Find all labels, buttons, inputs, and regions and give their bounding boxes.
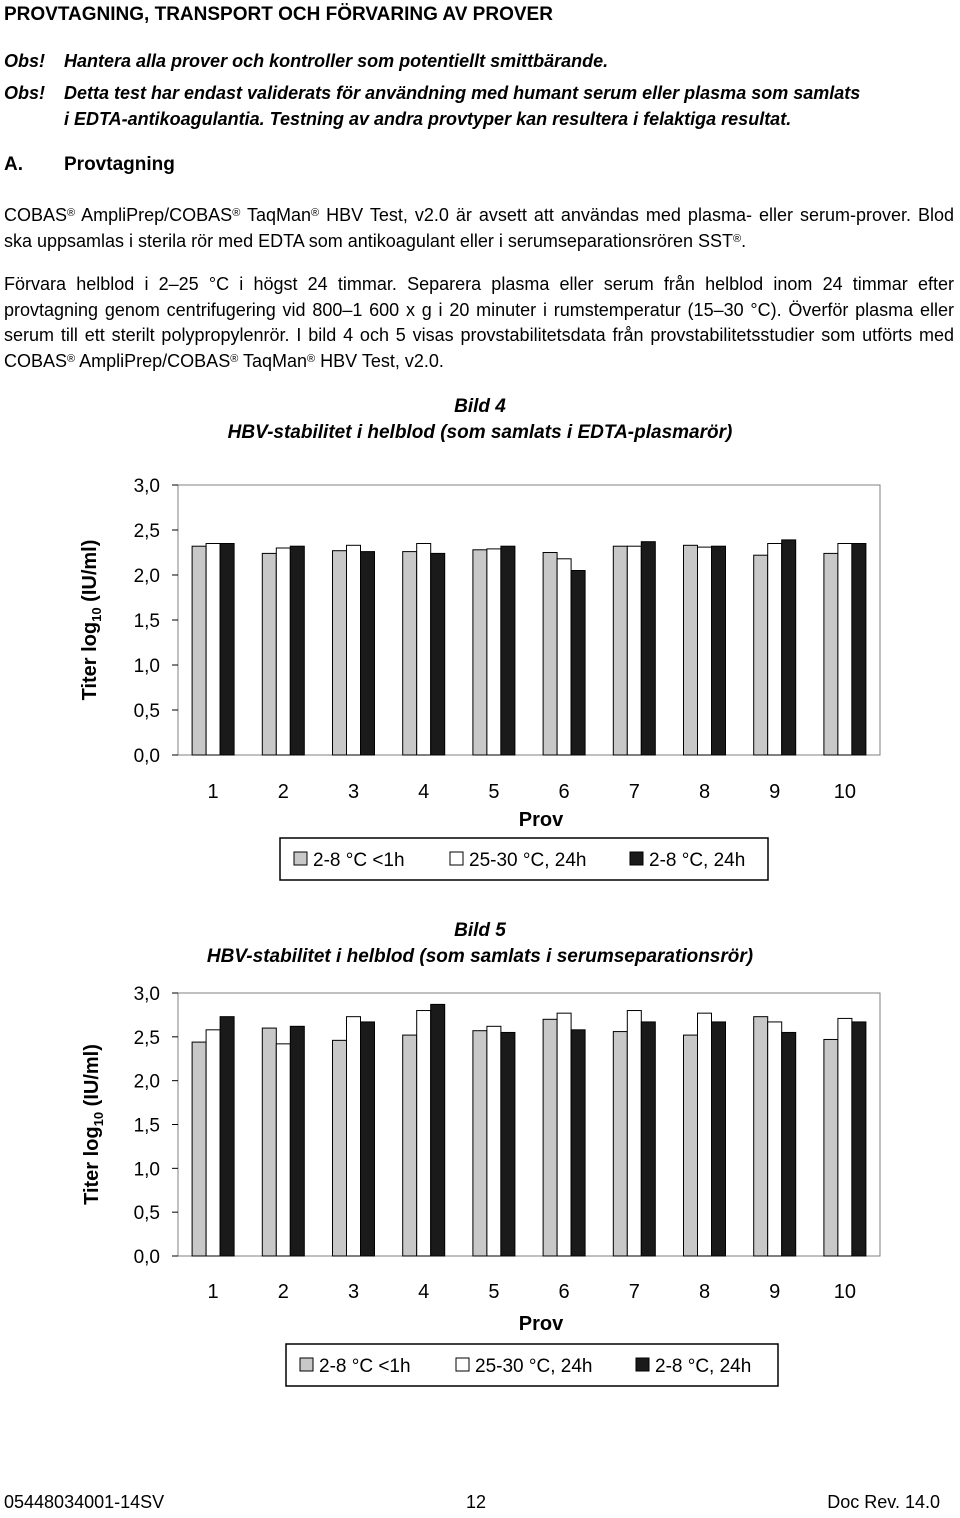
bar bbox=[557, 1013, 571, 1256]
legend-label: 2-8 °C, 24h bbox=[655, 1356, 752, 1377]
y-tick-label: 0,5 bbox=[133, 701, 160, 722]
x-tick-label: 5 bbox=[488, 781, 500, 803]
bar bbox=[361, 552, 375, 755]
footer-page-number: 12 bbox=[466, 1492, 487, 1512]
x-tick-label: 8 bbox=[698, 1281, 711, 1303]
bar bbox=[824, 1039, 838, 1256]
bar bbox=[627, 1011, 641, 1256]
bar bbox=[698, 547, 712, 755]
y-tick-label: 0,5 bbox=[133, 1203, 160, 1225]
bar bbox=[768, 1022, 782, 1256]
note-1-text: Hantera alla prover och kontroller som potentiellt smittbärande. bbox=[64, 51, 609, 71]
y-tick-label: 1,0 bbox=[133, 656, 160, 677]
bar bbox=[347, 1017, 361, 1256]
y-tick-label: 3,0 bbox=[133, 984, 160, 1005]
p1-text-5: . bbox=[741, 230, 747, 251]
x-axis-title: Prov bbox=[518, 809, 564, 831]
bar bbox=[417, 1011, 431, 1256]
p1-text-4: HBV Test, v2.0 är avsett att användas med plasma- eller serum-prover. Blod ska uppsamlas i sterila rör med EDTA som antikoagulant eller i serumseparationsrören SST bbox=[4, 205, 955, 251]
bar bbox=[571, 1030, 585, 1256]
chart-figure-4 bbox=[79, 476, 880, 880]
bar bbox=[403, 1035, 417, 1256]
registered-mark: ® bbox=[230, 352, 239, 365]
x-tick-label: 3 bbox=[347, 781, 360, 803]
x-axis-title: Prov bbox=[518, 1313, 564, 1335]
y-tick-label: 1,0 bbox=[133, 1159, 160, 1181]
x-tick-label: 10 bbox=[833, 1281, 857, 1303]
y-tick-label: 0,0 bbox=[133, 746, 160, 767]
bar bbox=[684, 545, 698, 755]
x-tick-label: 2 bbox=[277, 781, 289, 803]
bar bbox=[684, 1035, 698, 1256]
x-tick-label: 7 bbox=[628, 781, 640, 803]
bar bbox=[431, 1004, 445, 1256]
bar bbox=[782, 1032, 796, 1256]
bar bbox=[347, 545, 361, 755]
registered-mark: ® bbox=[67, 207, 76, 219]
bar bbox=[431, 553, 445, 755]
bar bbox=[571, 571, 585, 756]
p1-text-2: AmpliPrep/COBAS bbox=[75, 205, 233, 225]
p2-text-2: AmpliPrep/COBAS bbox=[75, 350, 231, 371]
registered-mark: ® bbox=[311, 207, 320, 219]
bar bbox=[543, 1019, 557, 1256]
p2-text-1: Förvara helblod i 2–25 °C i högst 24 timmar. Separera plasma eller serum från helblod inom 24 timmar efter provtagning genom centrifugering vid 800–1 600 x g i 20 minuter i rumstemperatur (15–30 °C). Överför plasma eller serum till ett sterilt polypropylenrör. I bild 4 och 5 visas provstabilitetsdata från provstabilitetsstudier som utförts med COBAS bbox=[4, 274, 954, 371]
figure-5-title: HBV-stabilitet i helblod (som samlats i serumseparationsrör) bbox=[206, 946, 754, 967]
x-tick-label: 6 bbox=[558, 1281, 570, 1303]
x-tick-label: 9 bbox=[769, 1281, 781, 1303]
bar bbox=[557, 559, 571, 755]
p2-text-4: HBV Test, v2.0. bbox=[315, 350, 444, 371]
chart-figure-5 bbox=[81, 984, 880, 1386]
legend-label: 2-8 °C <1h bbox=[313, 850, 405, 871]
legend-swatch bbox=[294, 852, 307, 865]
legend-label: 2-8 °C <1h bbox=[319, 1356, 411, 1377]
bar bbox=[220, 544, 234, 756]
y-axis-title-subscript: 10 bbox=[89, 607, 104, 622]
bar bbox=[754, 1017, 768, 1256]
y-tick-label: 1,5 bbox=[133, 1115, 160, 1137]
figure-5-label: Bild 5 bbox=[454, 920, 506, 941]
y-tick-label: 2,5 bbox=[133, 521, 160, 542]
registered-mark: ® bbox=[307, 352, 316, 365]
bar bbox=[403, 552, 417, 755]
registered-mark: ® bbox=[67, 352, 76, 365]
bar bbox=[782, 540, 796, 755]
y-axis-title-part: (IU/ml) bbox=[81, 1044, 103, 1112]
legend-swatch bbox=[630, 852, 643, 865]
legend-label: 25-30 °C, 24h bbox=[469, 850, 587, 871]
bar bbox=[192, 546, 206, 755]
bar bbox=[712, 546, 726, 755]
y-axis-title-part: Titer log bbox=[81, 1126, 103, 1205]
note-2-line2: i EDTA-antikoagulantia. Testning av andra provtyper kan resultera i felaktiga resultat. bbox=[64, 109, 792, 129]
bar bbox=[192, 1042, 206, 1256]
footer-doc-number: 05448034001-14SV bbox=[4, 1492, 165, 1512]
bar bbox=[276, 548, 290, 755]
bar bbox=[290, 546, 304, 755]
x-tick-label: 8 bbox=[698, 781, 711, 803]
bar bbox=[333, 1040, 347, 1256]
bar bbox=[613, 546, 627, 755]
bar bbox=[487, 1026, 501, 1256]
bar bbox=[712, 1022, 726, 1256]
bar bbox=[473, 550, 487, 755]
p1-text-1: COBAS bbox=[4, 205, 68, 225]
bar bbox=[276, 1044, 290, 1256]
bar bbox=[838, 544, 852, 756]
bar bbox=[641, 1022, 655, 1256]
x-tick-label: 6 bbox=[558, 781, 570, 803]
bar bbox=[361, 1022, 375, 1256]
legend-swatch bbox=[300, 1358, 313, 1371]
x-tick-label: 5 bbox=[488, 1281, 500, 1303]
bar bbox=[206, 1030, 220, 1256]
y-tick-label: 0,0 bbox=[133, 1247, 160, 1268]
note-1-label: Obs! bbox=[4, 51, 46, 71]
bar bbox=[501, 546, 515, 755]
registered-mark: ® bbox=[232, 207, 241, 219]
bar bbox=[698, 1013, 712, 1256]
bar bbox=[768, 544, 782, 756]
bar bbox=[417, 544, 431, 756]
bar bbox=[852, 1022, 866, 1256]
bar bbox=[543, 553, 557, 756]
section-letter: A. bbox=[4, 154, 23, 175]
page-heading: PROVTAGNING, TRANSPORT OCH FÖRVARING AV PROVER bbox=[4, 4, 553, 25]
p2-text-3: TaqMan bbox=[238, 350, 308, 371]
x-tick-label: 4 bbox=[418, 1281, 430, 1303]
figure-4-title: HBV-stabilitet i helblod (som samlats i EDTA-plasmarör) bbox=[227, 422, 733, 443]
note-2-label: Obs! bbox=[4, 83, 46, 103]
y-tick-label: 2,0 bbox=[133, 1071, 160, 1093]
y-tick-label: 3,0 bbox=[133, 476, 160, 497]
legend-label: 25-30 °C, 24h bbox=[475, 1356, 593, 1377]
legend-label: 2-8 °C, 24h bbox=[649, 850, 746, 871]
y-axis-title-subscript: 10 bbox=[91, 1111, 106, 1127]
x-tick-label: 7 bbox=[628, 1281, 640, 1303]
x-tick-label: 1 bbox=[207, 1281, 219, 1303]
x-tick-label: 4 bbox=[418, 781, 430, 803]
p1-text-3: TaqMan bbox=[240, 205, 312, 225]
bar bbox=[290, 1026, 304, 1256]
bar bbox=[613, 1032, 627, 1256]
bar bbox=[333, 551, 347, 755]
legend-swatch bbox=[456, 1358, 469, 1371]
section-title: Provtagning bbox=[64, 154, 175, 175]
bar bbox=[487, 549, 501, 755]
bar bbox=[754, 555, 768, 755]
bar bbox=[206, 544, 220, 756]
y-tick-label: 2,0 bbox=[133, 566, 160, 587]
bar bbox=[641, 542, 655, 755]
bar bbox=[627, 546, 641, 755]
y-axis-title-part: (IU/ml) bbox=[79, 539, 101, 608]
legend-swatch bbox=[450, 852, 463, 865]
bar bbox=[262, 553, 276, 755]
x-tick-label: 2 bbox=[277, 1281, 289, 1303]
y-axis-title bbox=[79, 540, 104, 701]
figure-4-label: Bild 4 bbox=[454, 396, 506, 417]
bar bbox=[220, 1017, 234, 1256]
bar bbox=[262, 1028, 276, 1256]
bar bbox=[501, 1032, 515, 1256]
registered-mark: ® bbox=[732, 232, 742, 245]
x-tick-label: 9 bbox=[769, 781, 781, 803]
bar bbox=[473, 1031, 487, 1256]
y-axis-title bbox=[81, 1044, 106, 1205]
x-tick-label: 3 bbox=[347, 1281, 360, 1303]
y-tick-label: 1,5 bbox=[133, 611, 160, 632]
y-axis-title-part: Titer log bbox=[79, 621, 101, 701]
note-2-line1: Detta test har endast validerats för användning med humant serum eller plasma som samlats bbox=[64, 83, 861, 103]
bar bbox=[838, 1018, 852, 1256]
bar bbox=[824, 553, 838, 755]
x-tick-label: 10 bbox=[833, 781, 857, 803]
x-tick-label: 1 bbox=[207, 781, 219, 803]
y-tick-label: 2,5 bbox=[133, 1027, 160, 1049]
footer-doc-rev: Doc Rev. 14.0 bbox=[827, 1492, 940, 1512]
bar bbox=[852, 544, 866, 756]
legend-swatch bbox=[636, 1358, 649, 1371]
